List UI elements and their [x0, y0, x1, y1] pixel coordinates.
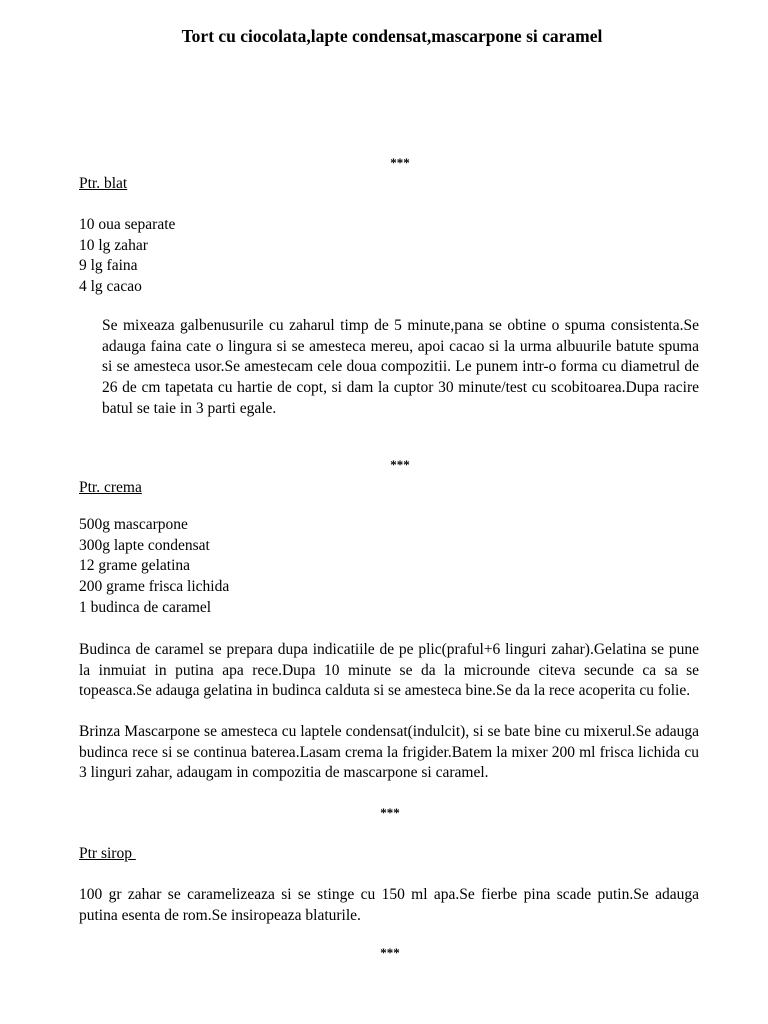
ingredient-item: 12 grame gelatina: [79, 557, 191, 575]
ingredient-list-blat: [79, 215, 175, 298]
separator-3: ***: [380, 805, 400, 820]
ingredient-item: 10 oua separate: [79, 216, 176, 233]
instructions-sirop: 100 gr zahar se caramelizeaza si se stinge cu 150 ml apa.Se fierbe pina scade putin.Se adauga putina esenta de rom.Se insiropeaza blaturile.: [79, 886, 699, 924]
instructions-crema-1: Budinca de caramel se prepara dupa indicatiile de pe plic(praful+6 linguri zahar).Gelatina se pune la inmuiat in putina apa rece.Dupa 10 minute se da la microunde citeva secunde ca sa se topeasca.Se adauga gelatina in budinca calduta si se amesteca bine.Se da la rece acoperita cu folie.: [79, 641, 699, 700]
ingredient-item: 9 lg faina: [79, 257, 138, 275]
ingredient-item: 1 budinca de caramel: [79, 598, 212, 616]
section-heading-crema: Ptr. crema: [79, 479, 142, 496]
separator-1: ***: [390, 155, 410, 170]
section-heading-sirop: Ptr sirop: [79, 845, 136, 862]
section-heading-blat: Ptr. blat: [79, 175, 128, 192]
page-title: Tort cu ciocolata,lapte condensat,mascarpone si caramel: [181, 26, 603, 46]
ingredient-item: 10 lg zahar: [79, 236, 148, 254]
separator-2: ***: [390, 457, 410, 472]
separator-4: ***: [380, 945, 400, 960]
instructions-crema-2: Brinza Mascarpone se amesteca cu laptele condensat(indulcit), si se bate bine cu mixerul.Se adauga budinca rece si se continua baterea.Lasam crema la frigider.Batem la mixer 200 ml frisca lichida cu 3 linguri zahar, adaugam in compozitia de mascarpone si caramel.: [79, 723, 699, 782]
ingredient-item: 500g mascarpone: [79, 516, 188, 533]
ingredient-list-crema: [79, 515, 229, 619]
ingredient-item: 200 grame frisca lichida: [79, 578, 230, 596]
ingredient-item: 4 lg cacao: [79, 278, 142, 296]
ingredient-item: 300g lapte condensat: [79, 536, 210, 554]
instructions-blat: Se mixeaza galbenusurile cu zaharul timp de 5 minute,pana se obtine o spuma consistenta.Se adauga faina cate o lingura si se amesteca mereu, apoi cacao si la urma albuurile batute spuma si se amesteca usor.Se amestecam cele doua compozitii. Le punem intr-o forma cu diametrul de 26 de cm tapetata cu hartie de copt, si dam la cuptor 30 minute/test cu scobitoarea.Dupa racire batul se taie in 3 parti egale.: [102, 317, 699, 417]
